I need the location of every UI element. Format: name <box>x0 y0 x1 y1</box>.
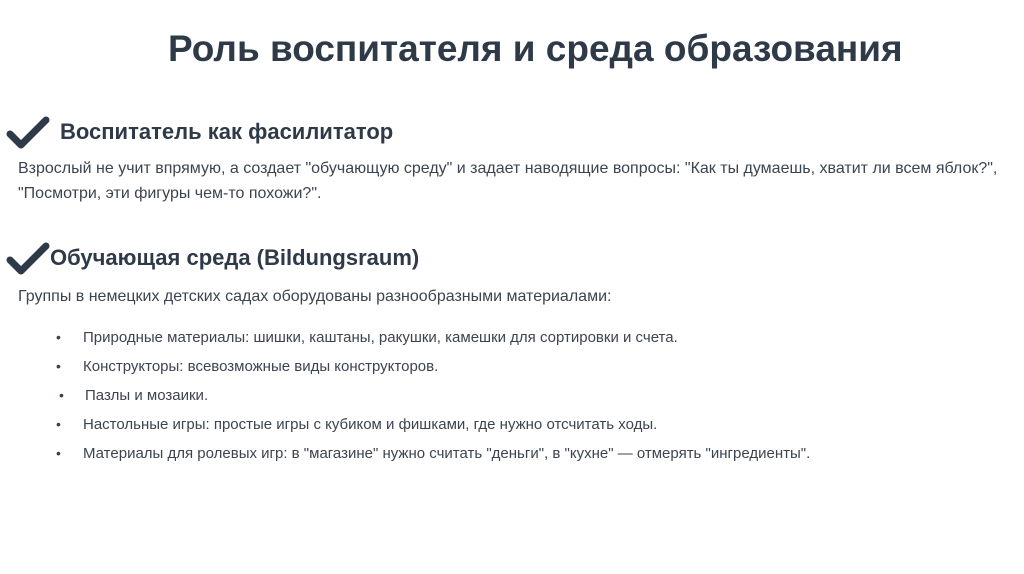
list-item-text: Материалы для ролевых игр: в "магазине" нужно считать "деньги", в "кухне" — отмерять "ингредиенты". <box>83 445 811 462</box>
list-item-text: Настольные игры: простые игры с кубиком и фишками, где нужно отсчитать ходы. <box>83 416 658 433</box>
bullet-dot: • <box>56 358 61 374</box>
list-item-text: Конструкторы: всевозможные виды конструкторов. <box>83 358 439 375</box>
slide-title: Роль воспитателя и среда образования <box>168 28 903 69</box>
bullet-dot: • <box>56 329 61 345</box>
bullet-dot: • <box>56 445 61 461</box>
list-item-text: Природные материалы: шишки, каштаны, ракушки, камешки для сортировки и счета. <box>83 329 678 346</box>
section-heading-facilitator: Воспитатель как фасилитатор <box>60 119 394 144</box>
section-text-learning-environment: Группы в немецких детских садах оборудованы разнообразными материалами: <box>18 288 612 305</box>
checkmark-icon <box>6 115 50 151</box>
bullet-dot: • <box>56 416 61 432</box>
bullet-dot: • <box>59 387 64 403</box>
checkmark-icon <box>6 241 50 277</box>
section-text-facilitator: Взрослый не учит впрямую, а создает "обучающую среду" и задает наводящие вопросы: "Как ты думаешь, хватит ли всем яблок?", "Посмотри, эти фигуры чем-то похожи?". <box>18 160 998 202</box>
section-heading-learning-environment: Обучающая среда (Bildungsraum) <box>50 245 420 270</box>
list-item-text: Пазлы и мозаики. <box>85 387 209 404</box>
